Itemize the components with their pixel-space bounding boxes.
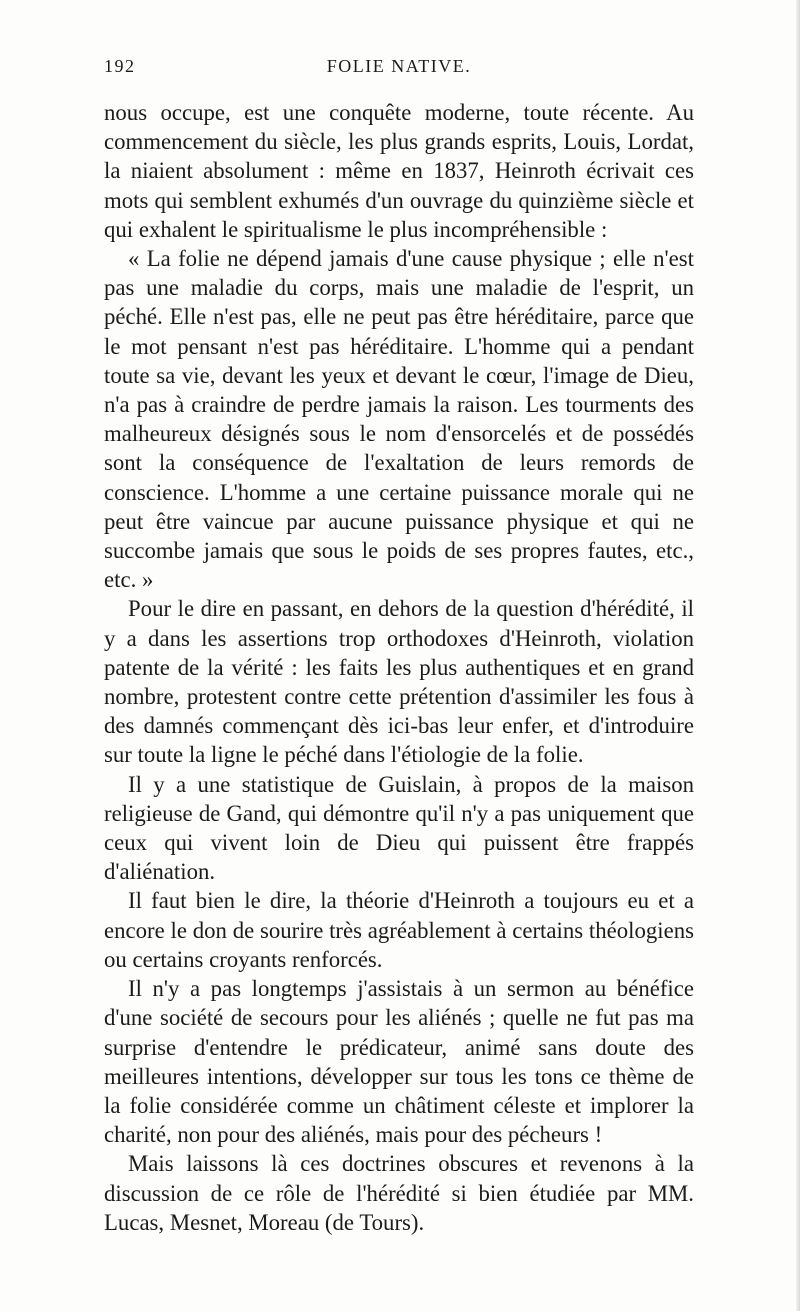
paragraph-quotation: « La folie ne dépend jamais d'une cause physique ; elle n'est pas une maladie du corps, mais une maladie de l'esprit, un péché. Elle n'est pas, elle ne peut pas être héréditaire, parce que le mot pensant n'est pas héréditaire. L'homme qui a pendant toute sa vie, devant les yeux et devant le cœur, l'image de Dieu, n'a pas à craindre de perdre jamais la raison. Les tourments des malheureux désignés sous le nom d'ensorcelés et de possédés sont la conséquence de l'exaltation de leurs remords de conscience. L'homme a une certaine puissance morale qui ne peut être vaincue par aucune puissance physique et qui ne succombe jamais que sous le poids de ses propres fautes, etc., etc. » bbox=[104, 246, 694, 593]
paragraph: Il faut bien le dire, la théorie d'Heinroth a toujours eu et a encore le don de sourire très agréablement à certains théologiens ou certains croyants renforcés. bbox=[104, 888, 694, 972]
running-head bbox=[104, 56, 694, 80]
paragraph: Il n'y a pas longtemps j'assistais à un sermon au bénéfice d'une société de secours pour les aliénés ; quelle ne fut pas ma surprise d'entendre le prédicateur, animé sans doute des meilleures intentions, développer sur tous les tons ce thème de la folie considérée comme un châtiment céleste et implorer la charité, non pour des aliénés, mais pour des pécheurs ! bbox=[104, 976, 694, 1148]
paragraph: Mais laissons là ces doctrines obscures et revenons à la discussion de ce rôle de l'hérédité si bien étudiée par MM. Lucas, Mesnet, Moreau (de Tours). bbox=[104, 1151, 694, 1235]
paragraph: Il y a une statistique de Guislain, à propos de la maison religieuse de Gand, qui démontre qu'il n'y a pas uniquement que ceux qui vivent loin de Dieu qui puissent être frappés d'aliénation. bbox=[104, 771, 694, 885]
paragraph-continuation: nous occupe, est une conquête moderne, toute récente. Au commencement du siècle, les plus grands esprits, Louis, Lordat, la niaient absolument : même en 1837, Heinroth écrivait ces mots qui semblent exhumés d'un ouvrage du quinzième siècle et qui exhalent le spiritualisme le plus incompréhensible : bbox=[104, 100, 694, 242]
paragraph: Pour le dire en passant, en dehors de la question d'hérédité, il y a dans les assertions trop orthodoxes d'Heinroth, violation patente de la vérité : les faits les plus authentiques et en grand nombre, protestent contre cette prétention d'assimiler les fous à des damnés commençant dès ici-bas leur enfer, et d'introduire sur toute la ligne le péché dans l'étiologie de la folie. bbox=[104, 596, 694, 768]
page-edge-shadow bbox=[796, 0, 800, 1311]
running-title: FOLIE NATIVE. bbox=[326, 56, 472, 76]
page-number: 192 bbox=[104, 56, 136, 76]
body-text bbox=[104, 98, 694, 1237]
